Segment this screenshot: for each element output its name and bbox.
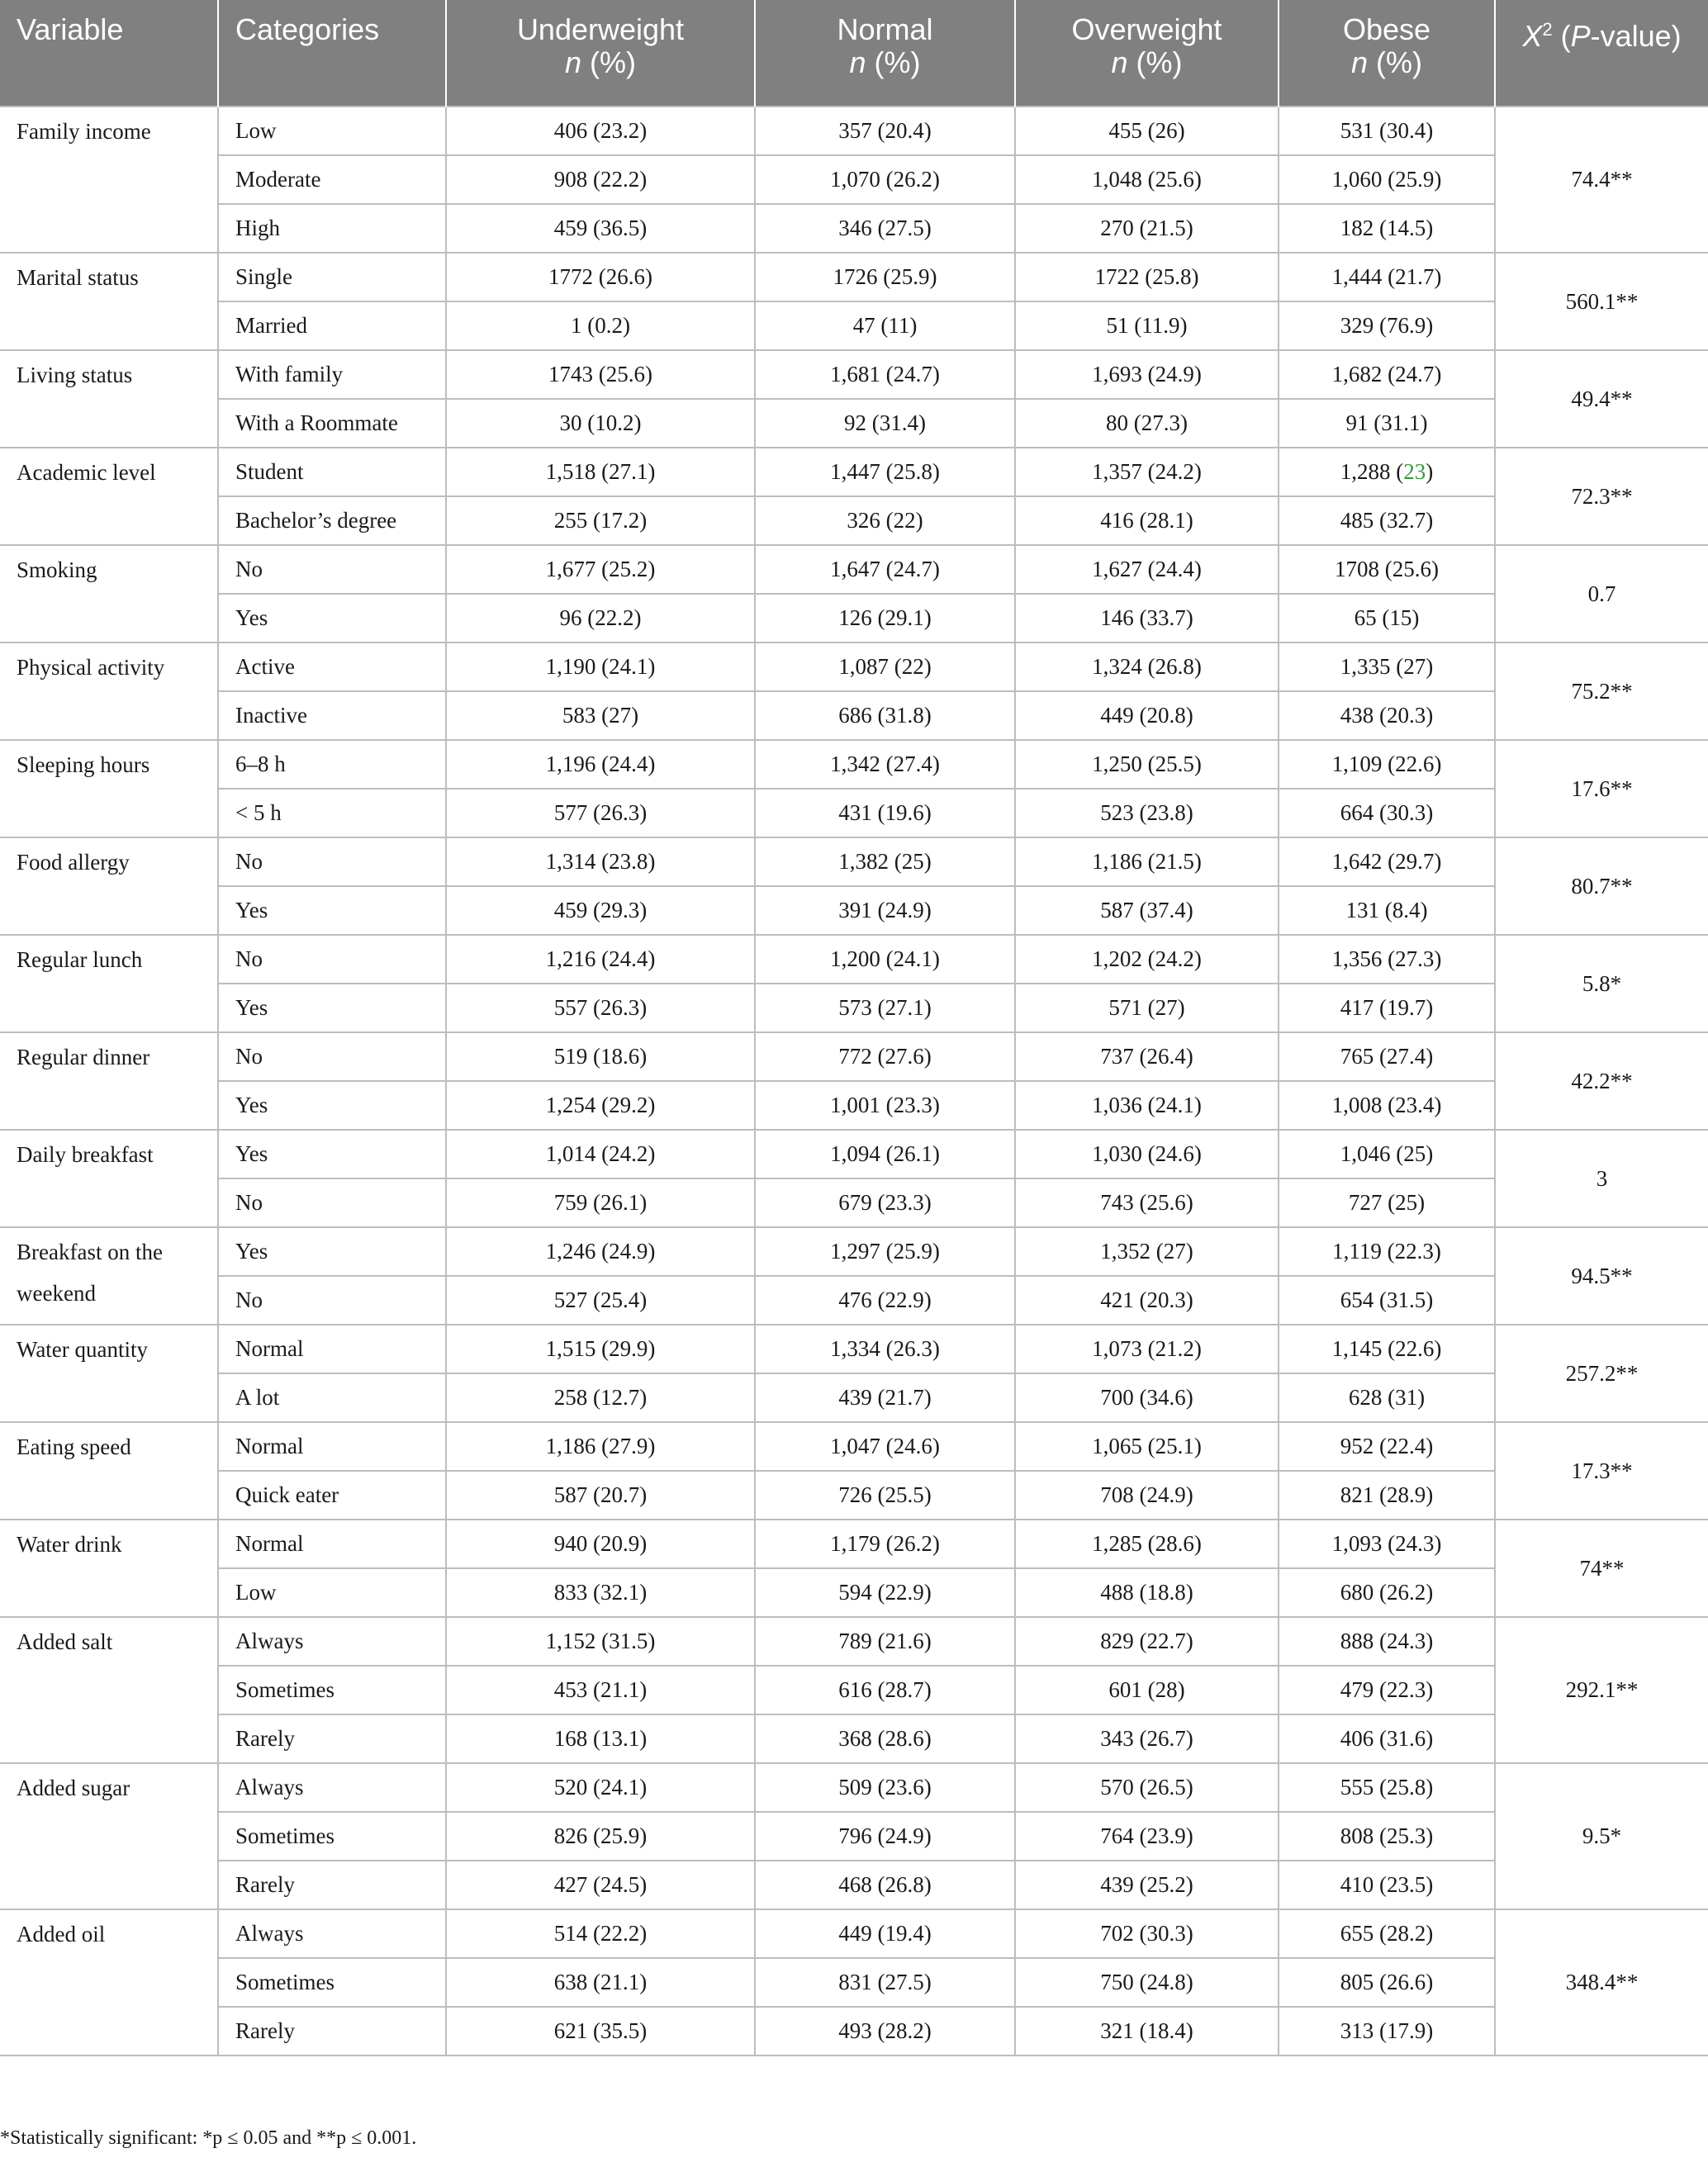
table-row xyxy=(0,984,1708,1032)
category-cell: Rarely xyxy=(218,1714,446,1763)
value-cell: 708 (24.9) xyxy=(1015,1471,1279,1520)
chi-square-cell: 3 xyxy=(1495,1130,1708,1227)
value-cell: 1,693 (24.9) xyxy=(1015,350,1279,399)
value-cell: 680 (26.2) xyxy=(1279,1568,1495,1617)
category-cell: Moderate xyxy=(218,155,446,204)
value-cell: 410 (23.5) xyxy=(1279,1861,1495,1909)
value-cell: 1,518 (27.1) xyxy=(446,448,755,496)
variable-cell: Water drink xyxy=(0,1520,218,1617)
value-cell: 940 (20.9) xyxy=(446,1520,755,1568)
value-cell: 583 (27) xyxy=(446,691,755,740)
table-row xyxy=(0,350,1708,399)
value-cell: 47 (11) xyxy=(755,301,1015,350)
chi-square-cell: 348.4** xyxy=(1495,1909,1708,2056)
value-cell: 750 (24.8) xyxy=(1015,1958,1279,2007)
value-cell: 431 (19.6) xyxy=(755,789,1015,837)
table-row xyxy=(0,107,1708,155)
header-obese: Obese n (%) xyxy=(1279,0,1495,107)
table-row xyxy=(0,1178,1708,1227)
value-cell: 796 (24.9) xyxy=(755,1812,1015,1861)
header-variable: Variable xyxy=(0,0,218,107)
category-cell: Always xyxy=(218,1763,446,1812)
value-cell: 1,060 (25.9) xyxy=(1279,155,1495,204)
value-cell: 406 (31.6) xyxy=(1279,1714,1495,1763)
category-cell: Yes xyxy=(218,984,446,1032)
value-cell: 258 (12.7) xyxy=(446,1373,755,1422)
table-row xyxy=(0,253,1708,301)
value-cell: 1,070 (26.2) xyxy=(755,155,1015,204)
category-cell: Bachelor’s degree xyxy=(218,496,446,545)
value-cell: 1,065 (25.1) xyxy=(1015,1422,1279,1471)
value-cell: 952 (22.4) xyxy=(1279,1422,1495,1471)
value-cell: 357 (20.4) xyxy=(755,107,1015,155)
chi-square-cell: 9.5* xyxy=(1495,1763,1708,1909)
variable-cell: Physical activity xyxy=(0,643,218,740)
value-cell: 1,046 (25) xyxy=(1279,1130,1495,1178)
category-cell: 6–8 h xyxy=(218,740,446,789)
table-row xyxy=(0,301,1708,350)
value-cell: 1,196 (24.4) xyxy=(446,740,755,789)
value-cell: 406 (23.2) xyxy=(446,107,755,155)
table-row xyxy=(0,1617,1708,1666)
value-cell: 485 (32.7) xyxy=(1279,496,1495,545)
value-cell: 1,073 (21.2) xyxy=(1015,1325,1279,1373)
value-cell: 826 (25.9) xyxy=(446,1812,755,1861)
value-cell: 1,681 (24.7) xyxy=(755,350,1015,399)
value-cell: 831 (27.5) xyxy=(755,1958,1015,2007)
value-cell: 726 (25.5) xyxy=(755,1471,1015,1520)
value-cell: 557 (26.3) xyxy=(446,984,755,1032)
table-row xyxy=(0,1666,1708,1714)
chi-square-cell: 0.7 xyxy=(1495,545,1708,643)
value-cell: 764 (23.9) xyxy=(1015,1812,1279,1861)
value-cell: 686 (31.8) xyxy=(755,691,1015,740)
value-cell: 1,642 (29.7) xyxy=(1279,837,1495,886)
table-row xyxy=(0,204,1708,253)
value-cell: 833 (32.1) xyxy=(446,1568,755,1617)
value-cell: 821 (28.9) xyxy=(1279,1471,1495,1520)
value-cell: 628 (31) xyxy=(1279,1373,1495,1422)
value-cell: 1,444 (21.7) xyxy=(1279,253,1495,301)
value-cell: 1,001 (23.3) xyxy=(755,1081,1015,1130)
category-cell: High xyxy=(218,204,446,253)
value-cell: 368 (28.6) xyxy=(755,1714,1015,1763)
table-row xyxy=(0,496,1708,545)
category-cell: No xyxy=(218,1032,446,1081)
value-cell: 555 (25.8) xyxy=(1279,1763,1495,1812)
value-cell: 1 (0.2) xyxy=(446,301,755,350)
table-row xyxy=(0,1812,1708,1861)
value-cell: 131 (8.4) xyxy=(1279,886,1495,935)
category-cell: Rarely xyxy=(218,2007,446,2056)
value-cell: 488 (18.8) xyxy=(1015,1568,1279,1617)
variable-cell: Regular lunch xyxy=(0,935,218,1032)
value-cell: 1,087 (22) xyxy=(755,643,1015,691)
table-row xyxy=(0,1422,1708,1471)
category-cell: No xyxy=(218,837,446,886)
value-cell: 727 (25) xyxy=(1279,1178,1495,1227)
value-cell: 30 (10.2) xyxy=(446,399,755,448)
variable-cell: Added oil xyxy=(0,1909,218,2056)
value-cell: 523 (23.8) xyxy=(1015,789,1279,837)
value-cell: 765 (27.4) xyxy=(1279,1032,1495,1081)
variable-cell: Eating speed xyxy=(0,1422,218,1520)
value-cell: 702 (30.3) xyxy=(1015,1909,1279,1958)
value-cell: 1,093 (24.3) xyxy=(1279,1520,1495,1568)
value-cell: 1722 (25.8) xyxy=(1015,253,1279,301)
category-cell: Rarely xyxy=(218,1861,446,1909)
category-cell: With a Roommate xyxy=(218,399,446,448)
value-cell: 1,036 (24.1) xyxy=(1015,1081,1279,1130)
table-footnote: *Statistically significant: *p ≤ 0.05 and **p ≤ 0.001. xyxy=(0,2127,417,2149)
value-cell: 514 (22.2) xyxy=(446,1909,755,1958)
value-cell: 679 (23.3) xyxy=(755,1178,1015,1227)
value-cell: 449 (19.4) xyxy=(755,1909,1015,1958)
table-row xyxy=(0,1227,1708,1276)
table-row xyxy=(0,789,1708,837)
chi-square-cell: 49.4** xyxy=(1495,350,1708,448)
category-cell: Normal xyxy=(218,1325,446,1373)
value-cell: 459 (36.5) xyxy=(446,204,755,253)
value-cell: 1,216 (24.4) xyxy=(446,935,755,984)
table-row xyxy=(0,1568,1708,1617)
value-cell: 759 (26.1) xyxy=(446,1178,755,1227)
value-cell: 789 (21.6) xyxy=(755,1617,1015,1666)
value-cell: 476 (22.9) xyxy=(755,1276,1015,1325)
variable-cell: Added salt xyxy=(0,1617,218,1763)
table-row xyxy=(0,155,1708,204)
value-cell: 270 (21.5) xyxy=(1015,204,1279,253)
category-cell: Yes xyxy=(218,1081,446,1130)
category-cell: No xyxy=(218,1178,446,1227)
variable-cell: Regular dinner xyxy=(0,1032,218,1130)
value-cell: 1,382 (25) xyxy=(755,837,1015,886)
value-cell: 65 (15) xyxy=(1279,594,1495,643)
category-cell: Active xyxy=(218,643,446,691)
value-cell: 416 (28.1) xyxy=(1015,496,1279,545)
category-cell: Sometimes xyxy=(218,1666,446,1714)
variable-cell: Added sugar xyxy=(0,1763,218,1909)
value-cell: 1,119 (22.3) xyxy=(1279,1227,1495,1276)
value-cell: 326 (22) xyxy=(755,496,1015,545)
value-cell: 509 (23.6) xyxy=(755,1763,1015,1812)
category-cell: Yes xyxy=(218,886,446,935)
header-underweight: Underweight n (%) xyxy=(446,0,755,107)
category-cell: A lot xyxy=(218,1373,446,1422)
value-cell: 459 (29.3) xyxy=(446,886,755,935)
value-cell: 601 (28) xyxy=(1015,1666,1279,1714)
category-cell: Single xyxy=(218,253,446,301)
chi-square-cell: 17.3** xyxy=(1495,1422,1708,1520)
value-cell: 321 (18.4) xyxy=(1015,2007,1279,2056)
value-cell: 80 (27.3) xyxy=(1015,399,1279,448)
chi-square-cell: 94.5** xyxy=(1495,1227,1708,1325)
value-cell: 1,179 (26.2) xyxy=(755,1520,1015,1568)
chi-square-cell: 560.1** xyxy=(1495,253,1708,350)
header-categories: Categories xyxy=(218,0,446,107)
value-cell: 829 (22.7) xyxy=(1015,1617,1279,1666)
value-cell: 1,334 (26.3) xyxy=(755,1325,1015,1373)
variable-cell: Food allergy xyxy=(0,837,218,935)
value-cell: 587 (20.7) xyxy=(446,1471,755,1520)
value-cell: 664 (30.3) xyxy=(1279,789,1495,837)
value-cell: 743 (25.6) xyxy=(1015,1178,1279,1227)
variable-cell: Family income xyxy=(0,107,218,253)
category-cell: Sometimes xyxy=(218,1958,446,2007)
value-cell: 391 (24.9) xyxy=(755,886,1015,935)
value-cell: 455 (26) xyxy=(1015,107,1279,155)
value-cell: 96 (22.2) xyxy=(446,594,755,643)
value-cell: 1,515 (29.9) xyxy=(446,1325,755,1373)
chi-square-cell: 74** xyxy=(1495,1520,1708,1617)
table-row xyxy=(0,886,1708,935)
value-cell: 1,152 (31.5) xyxy=(446,1617,755,1666)
value-cell: 1,047 (24.6) xyxy=(755,1422,1015,1471)
category-cell: Low xyxy=(218,1568,446,1617)
chi-square-cell: 5.8* xyxy=(1495,935,1708,1032)
header-normal: Normal n (%) xyxy=(755,0,1015,107)
value-cell: 1,246 (24.9) xyxy=(446,1227,755,1276)
value-cell: 1,314 (23.8) xyxy=(446,837,755,886)
chi-square-cell: 42.2** xyxy=(1495,1032,1708,1130)
value-cell: 439 (21.7) xyxy=(755,1373,1015,1422)
value-cell: 1,008 (23.4) xyxy=(1279,1081,1495,1130)
category-cell: Sometimes xyxy=(218,1812,446,1861)
value-cell: 1,014 (24.2) xyxy=(446,1130,755,1178)
value-cell: 1,200 (24.1) xyxy=(755,935,1015,984)
category-cell: Normal xyxy=(218,1520,446,1568)
value-cell: 1,335 (27) xyxy=(1279,643,1495,691)
value-cell: 805 (26.6) xyxy=(1279,1958,1495,2007)
variable-cell: Water quantity xyxy=(0,1325,218,1422)
value-cell: 1,682 (24.7) xyxy=(1279,350,1495,399)
value-cell: 1,030 (24.6) xyxy=(1015,1130,1279,1178)
value-cell: 449 (20.8) xyxy=(1015,691,1279,740)
value-cell: 1,297 (25.9) xyxy=(755,1227,1015,1276)
table-row xyxy=(0,1081,1708,1130)
value-cell: 1,357 (24.2) xyxy=(1015,448,1279,496)
table-row xyxy=(0,1471,1708,1520)
table-row xyxy=(0,1373,1708,1422)
value-cell: 1,447 (25.8) xyxy=(755,448,1015,496)
chi-square-cell: 72.3** xyxy=(1495,448,1708,545)
value-cell: 255 (17.2) xyxy=(446,496,755,545)
table-row xyxy=(0,399,1708,448)
value-cell: 570 (26.5) xyxy=(1015,1763,1279,1812)
table-row xyxy=(0,1958,1708,2007)
header-overweight: Overweight n (%) xyxy=(1015,0,1279,107)
table-row xyxy=(0,935,1708,984)
value-cell: 573 (27.1) xyxy=(755,984,1015,1032)
chi-square-cell: 257.2** xyxy=(1495,1325,1708,1422)
table-row xyxy=(0,1130,1708,1178)
value-cell: 1,627 (24.4) xyxy=(1015,545,1279,594)
value-cell: 421 (20.3) xyxy=(1015,1276,1279,1325)
category-cell: Always xyxy=(218,1617,446,1666)
category-cell: No xyxy=(218,935,446,984)
value-cell: 772 (27.6) xyxy=(755,1032,1015,1081)
value-cell: 654 (31.5) xyxy=(1279,1276,1495,1325)
value-cell: 621 (35.5) xyxy=(446,2007,755,2056)
category-cell: Yes xyxy=(218,1130,446,1178)
value-cell: 1,342 (27.4) xyxy=(755,740,1015,789)
value-cell: 313 (17.9) xyxy=(1279,2007,1495,2056)
value-cell: 346 (27.5) xyxy=(755,204,1015,253)
value-cell: 1,190 (24.1) xyxy=(446,643,755,691)
value-cell: 527 (25.4) xyxy=(446,1276,755,1325)
value-cell: 1,186 (21.5) xyxy=(1015,837,1279,886)
value-cell: 1743 (25.6) xyxy=(446,350,755,399)
value-cell: 146 (33.7) xyxy=(1015,594,1279,643)
category-cell: No xyxy=(218,545,446,594)
chi-square-cell: 292.1** xyxy=(1495,1617,1708,1763)
value-cell: 1,288 (23) xyxy=(1279,448,1495,496)
value-cell: 616 (28.7) xyxy=(755,1666,1015,1714)
table-row xyxy=(0,1032,1708,1081)
value-cell: 479 (22.3) xyxy=(1279,1666,1495,1714)
value-cell: 439 (25.2) xyxy=(1015,1861,1279,1909)
value-cell: 520 (24.1) xyxy=(446,1763,755,1812)
table-row xyxy=(0,740,1708,789)
value-cell: 438 (20.3) xyxy=(1279,691,1495,740)
value-cell: 1,324 (26.8) xyxy=(1015,643,1279,691)
value-cell: 655 (28.2) xyxy=(1279,1909,1495,1958)
value-cell: 168 (13.1) xyxy=(446,1714,755,1763)
value-cell: 587 (37.4) xyxy=(1015,886,1279,935)
value-cell: 427 (24.5) xyxy=(446,1861,755,1909)
table-row xyxy=(0,1861,1708,1909)
value-cell: 1,109 (22.6) xyxy=(1279,740,1495,789)
value-cell: 1,352 (27) xyxy=(1015,1227,1279,1276)
value-cell: 531 (30.4) xyxy=(1279,107,1495,155)
category-cell: Quick eater xyxy=(218,1471,446,1520)
category-cell: Normal xyxy=(218,1422,446,1471)
chi-square-cell: 75.2** xyxy=(1495,643,1708,740)
value-cell: 329 (76.9) xyxy=(1279,301,1495,350)
value-cell: 1,094 (26.1) xyxy=(755,1130,1015,1178)
chi-square-cell: 80.7** xyxy=(1495,837,1708,935)
value-cell: 182 (14.5) xyxy=(1279,204,1495,253)
value-cell: 468 (26.8) xyxy=(755,1861,1015,1909)
variable-cell: Daily breakfast xyxy=(0,1130,218,1227)
category-cell: Yes xyxy=(218,594,446,643)
table-row xyxy=(0,1276,1708,1325)
header-chi-square: $X^2$ (P-value) xyxy=(1495,0,1708,107)
value-cell: 1772 (26.6) xyxy=(446,253,755,301)
value-cell: 493 (28.2) xyxy=(755,2007,1015,2056)
table-row xyxy=(0,1909,1708,1958)
value-cell: 594 (22.9) xyxy=(755,1568,1015,1617)
table-row xyxy=(0,1520,1708,1568)
table-body xyxy=(0,107,1708,2056)
table-row xyxy=(0,1763,1708,1812)
category-cell: Student xyxy=(218,448,446,496)
value-cell: 577 (26.3) xyxy=(446,789,755,837)
value-cell: 700 (34.6) xyxy=(1015,1373,1279,1422)
variable-cell: Smoking xyxy=(0,545,218,643)
value-cell: 1,048 (25.6) xyxy=(1015,155,1279,204)
value-cell: 1,647 (24.7) xyxy=(755,545,1015,594)
category-cell: Married xyxy=(218,301,446,350)
value-cell: 91 (31.1) xyxy=(1279,399,1495,448)
value-cell: 1,145 (22.6) xyxy=(1279,1325,1495,1373)
category-cell: With family xyxy=(218,350,446,399)
value-cell: 1,677 (25.2) xyxy=(446,545,755,594)
table-row xyxy=(0,545,1708,594)
category-cell: Always xyxy=(218,1909,446,1958)
chi-square-cell: 74.4** xyxy=(1495,107,1708,253)
variable-cell: Breakfast on the weekend xyxy=(0,1227,218,1325)
category-cell: Inactive xyxy=(218,691,446,740)
value-cell: 737 (26.4) xyxy=(1015,1032,1279,1081)
variable-cell: Academic level xyxy=(0,448,218,545)
chi-square-cell: 17.6** xyxy=(1495,740,1708,837)
value-cell: 1,250 (25.5) xyxy=(1015,740,1279,789)
table-row xyxy=(0,1325,1708,1373)
value-cell: 126 (29.1) xyxy=(755,594,1015,643)
value-cell: 638 (21.1) xyxy=(446,1958,755,2007)
value-cell: 1,202 (24.2) xyxy=(1015,935,1279,984)
category-cell: Yes xyxy=(218,1227,446,1276)
variable-cell: Living status xyxy=(0,350,218,448)
value-cell: 51 (11.9) xyxy=(1015,301,1279,350)
value-cell: 1,356 (27.3) xyxy=(1279,935,1495,984)
value-cell: 453 (21.1) xyxy=(446,1666,755,1714)
table-row xyxy=(0,2007,1708,2056)
category-cell: Low xyxy=(218,107,446,155)
category-cell: < 5 h xyxy=(218,789,446,837)
variable-cell: Sleeping hours xyxy=(0,740,218,837)
value-cell: 1726 (25.9) xyxy=(755,253,1015,301)
value-cell: 519 (18.6) xyxy=(446,1032,755,1081)
value-cell: 1708 (25.6) xyxy=(1279,545,1495,594)
category-cell: No xyxy=(218,1276,446,1325)
value-cell: 1,254 (29.2) xyxy=(446,1081,755,1130)
value-cell: 417 (19.7) xyxy=(1279,984,1495,1032)
value-cell: 343 (26.7) xyxy=(1015,1714,1279,1763)
table-row xyxy=(0,643,1708,691)
table-row xyxy=(0,837,1708,886)
table-row xyxy=(0,691,1708,740)
table-row xyxy=(0,594,1708,643)
value-cell: 1,285 (28.6) xyxy=(1015,1520,1279,1568)
table-row xyxy=(0,448,1708,496)
table-row xyxy=(0,1714,1708,1763)
value-cell: 888 (24.3) xyxy=(1279,1617,1495,1666)
value-cell: 808 (25.3) xyxy=(1279,1812,1495,1861)
value-cell: 571 (27) xyxy=(1015,984,1279,1032)
table-header xyxy=(0,0,1708,107)
variable-cell: Marital status xyxy=(0,253,218,350)
value-cell: 908 (22.2) xyxy=(446,155,755,204)
value-cell: 1,186 (27.9) xyxy=(446,1422,755,1471)
value-cell: 92 (31.4) xyxy=(755,399,1015,448)
